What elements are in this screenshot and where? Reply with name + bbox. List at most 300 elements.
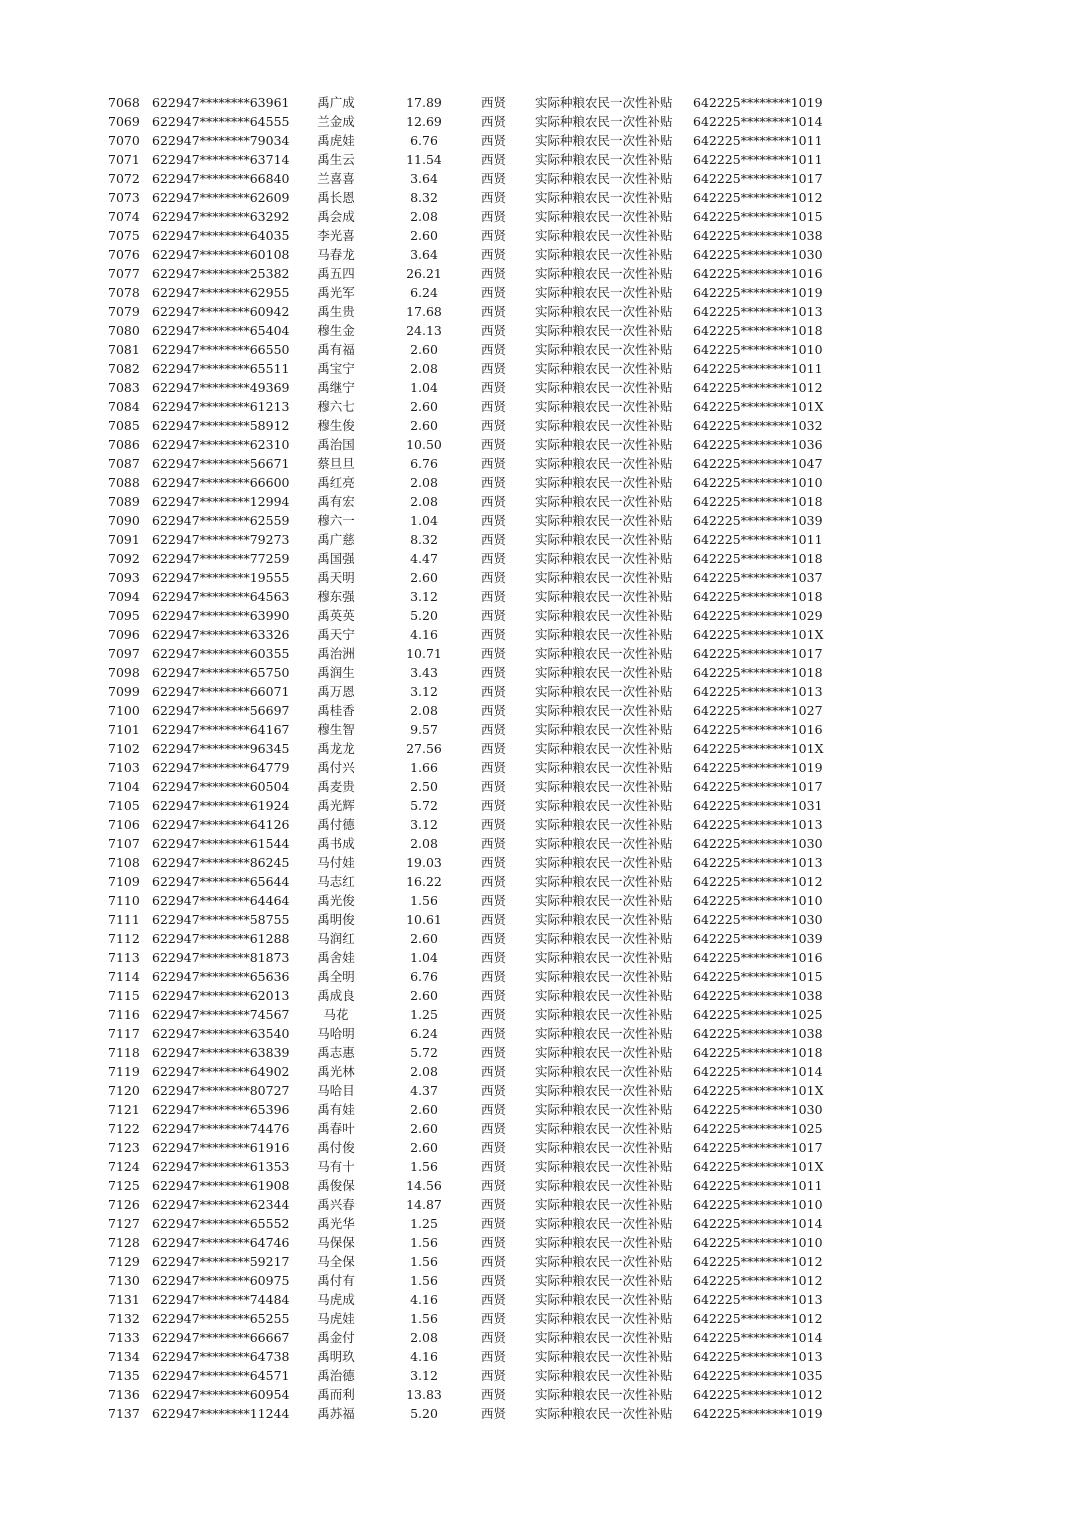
table-row	[0, 435, 1074, 454]
subsidy-item: 实际种粮农民一次性补贴	[535, 969, 673, 984]
township: 西贤	[481, 969, 507, 984]
farmer-name: 禹国强	[317, 551, 355, 566]
id-number: 642225********1039	[693, 931, 823, 946]
row-number: 7082	[108, 361, 140, 376]
farmer-name: 禹明俊	[317, 912, 355, 927]
township: 西贤	[481, 836, 507, 851]
subsidy-item: 实际种粮农民一次性补贴	[535, 798, 673, 813]
farmer-name: 马全保	[317, 1254, 355, 1269]
subsidy-item: 实际种粮农民一次性补贴	[535, 760, 673, 775]
table-row	[0, 131, 1074, 150]
id-number: 642225********1030	[693, 912, 823, 927]
row-number: 7099	[108, 684, 140, 699]
subsidy-item: 实际种粮农民一次性补贴	[535, 380, 673, 395]
id-number: 642225********1011	[693, 532, 823, 547]
bank-account: 622947********25382	[152, 266, 290, 281]
subsidy-amount: 5.20	[410, 608, 438, 623]
id-number: 642225********1038	[693, 228, 823, 243]
subsidy-amount: 5.72	[410, 1045, 438, 1060]
subsidy-item: 实际种粮农民一次性补贴	[535, 1216, 673, 1231]
bank-account: 622947********64779	[152, 760, 290, 775]
bank-account: 622947********19555	[152, 570, 290, 585]
township: 西贤	[481, 1178, 507, 1193]
subsidy-amount: 2.60	[410, 418, 438, 433]
farmer-name: 禹而利	[317, 1387, 355, 1402]
subsidy-item: 实际种粮农民一次性补贴	[535, 570, 673, 585]
table-row	[0, 416, 1074, 435]
bank-account: 622947********60355	[152, 646, 290, 661]
subsidy-item: 实际种粮农民一次性补贴	[535, 228, 673, 243]
farmer-name: 禹生云	[317, 152, 355, 167]
township: 西贤	[481, 133, 507, 148]
table-row	[0, 739, 1074, 758]
table-row	[0, 1081, 1074, 1100]
subsidy-item: 实际种粮农民一次性补贴	[535, 1007, 673, 1022]
bank-account: 622947********64571	[152, 1368, 290, 1383]
table-row	[0, 264, 1074, 283]
bank-account: 622947********60954	[152, 1387, 290, 1402]
subsidy-item: 实际种粮农民一次性补贴	[535, 1121, 673, 1136]
farmer-name: 马哈明	[317, 1026, 355, 1041]
subsidy-item: 实际种粮农民一次性补贴	[535, 931, 673, 946]
table-row	[0, 1176, 1074, 1195]
farmer-name: 穆六一	[317, 513, 355, 528]
township: 西贤	[481, 950, 507, 965]
farmer-name: 禹广慈	[317, 532, 355, 547]
farmer-name: 马虎成	[317, 1292, 355, 1307]
bank-account: 622947********11244	[152, 1406, 290, 1421]
township: 西贤	[481, 722, 507, 737]
farmer-name: 禹光林	[317, 1064, 355, 1079]
township: 西贤	[481, 1007, 507, 1022]
id-number: 642225********1013	[693, 855, 823, 870]
bank-account: 622947********66071	[152, 684, 290, 699]
subsidy-amount: 5.72	[410, 798, 438, 813]
subsidy-item: 实际种粮农民一次性补贴	[535, 741, 673, 756]
subsidy-item: 实际种粮农民一次性补贴	[535, 1102, 673, 1117]
row-number: 7131	[108, 1292, 140, 1307]
farmer-name: 兰金成	[317, 114, 355, 129]
township: 西贤	[481, 570, 507, 585]
township: 西贤	[481, 513, 507, 528]
bank-account: 622947********61916	[152, 1140, 290, 1155]
row-number: 7073	[108, 190, 140, 205]
subsidy-amount: 2.60	[410, 228, 438, 243]
township: 西贤	[481, 1197, 507, 1212]
id-number: 642225********1038	[693, 988, 823, 1003]
bank-account: 622947********74484	[152, 1292, 290, 1307]
id-number: 642225********1012	[693, 1311, 823, 1326]
bank-account: 622947********64555	[152, 114, 290, 129]
table-row	[0, 720, 1074, 739]
subsidy-amount: 2.60	[410, 342, 438, 357]
farmer-name: 马哈目	[317, 1083, 355, 1098]
subsidy-amount: 14.56	[406, 1178, 442, 1193]
farmer-name: 禹有宏	[317, 494, 355, 509]
subsidy-item: 实际种粮农民一次性补贴	[535, 133, 673, 148]
township: 西贤	[481, 760, 507, 775]
subsidy-amount: 3.12	[410, 684, 438, 699]
bank-account: 622947********64902	[152, 1064, 290, 1079]
subsidy-item: 实际种粮农民一次性补贴	[535, 1254, 673, 1269]
bank-account: 622947********62013	[152, 988, 290, 1003]
township: 西贤	[481, 323, 507, 338]
township: 西贤	[481, 798, 507, 813]
township: 西贤	[481, 171, 507, 186]
row-number: 7100	[108, 703, 140, 718]
farmer-name: 禹治国	[317, 437, 355, 452]
subsidy-item: 实际种粮农民一次性补贴	[535, 950, 673, 965]
table-row	[0, 910, 1074, 929]
subsidy-amount: 10.71	[406, 646, 442, 661]
subsidy-item: 实际种粮农民一次性补贴	[535, 323, 673, 338]
id-number: 642225********1037	[693, 570, 823, 585]
bank-account: 622947********61353	[152, 1159, 290, 1174]
subsidy-amount: 1.56	[410, 1235, 438, 1250]
bank-account: 622947********79273	[152, 532, 290, 547]
table-row	[0, 1328, 1074, 1347]
subsidy-amount: 8.32	[410, 532, 438, 547]
subsidy-amount: 4.16	[410, 627, 438, 642]
row-number: 7126	[108, 1197, 140, 1212]
township: 西贤	[481, 304, 507, 319]
bank-account: 622947********64563	[152, 589, 290, 604]
subsidy-amount: 10.50	[406, 437, 442, 452]
row-number: 7071	[108, 152, 140, 167]
id-number: 642225********1018	[693, 551, 823, 566]
subsidy-item: 实际种粮农民一次性补贴	[535, 874, 673, 889]
township: 西贤	[481, 874, 507, 889]
id-number: 642225********1010	[693, 893, 823, 908]
id-number: 642225********1013	[693, 1292, 823, 1307]
farmer-name: 马有十	[317, 1159, 355, 1174]
farmer-name: 禹付德	[317, 817, 355, 832]
bank-account: 622947********65552	[152, 1216, 290, 1231]
bank-account: 622947********60108	[152, 247, 290, 262]
subsidy-amount: 2.08	[410, 1330, 438, 1345]
subsidy-amount: 2.08	[410, 361, 438, 376]
id-number: 642225********1018	[693, 494, 823, 509]
farmer-name: 禹润生	[317, 665, 355, 680]
bank-account: 622947********49369	[152, 380, 290, 395]
subsidy-amount: 2.60	[410, 570, 438, 585]
subsidy-amount: 2.60	[410, 931, 438, 946]
table-row	[0, 112, 1074, 131]
subsidy-item: 实际种粮农民一次性补贴	[535, 1311, 673, 1326]
table-row	[0, 1233, 1074, 1252]
township: 西贤	[481, 893, 507, 908]
subsidy-item: 实际种粮农民一次性补贴	[535, 190, 673, 205]
table-row	[0, 967, 1074, 986]
township: 西贤	[481, 1159, 507, 1174]
row-number: 7117	[108, 1026, 140, 1041]
farmer-name: 禹会成	[317, 209, 355, 224]
subsidy-amount: 27.56	[406, 741, 442, 756]
farmer-name: 禹春叶	[317, 1121, 355, 1136]
subsidy-amount: 6.76	[410, 456, 438, 471]
farmer-name: 李光喜	[317, 228, 355, 243]
subsidy-amount: 2.60	[410, 1140, 438, 1155]
table-row	[0, 625, 1074, 644]
farmer-name: 禹金付	[317, 1330, 355, 1345]
subsidy-item: 实际种粮农民一次性补贴	[535, 399, 673, 414]
row-number: 7069	[108, 114, 140, 129]
bank-account: 622947********63326	[152, 627, 290, 642]
bank-account: 622947********56697	[152, 703, 290, 718]
id-number: 642225********101X	[693, 1159, 824, 1174]
township: 西贤	[481, 1330, 507, 1345]
row-number: 7116	[108, 1007, 140, 1022]
id-number: 642225********1013	[693, 817, 823, 832]
row-number: 7072	[108, 171, 140, 186]
subsidy-item: 实际种粮农民一次性补贴	[535, 209, 673, 224]
farmer-name: 禹光俊	[317, 893, 355, 908]
township: 西贤	[481, 285, 507, 300]
table-row	[0, 321, 1074, 340]
bank-account: 622947********63540	[152, 1026, 290, 1041]
row-number: 7113	[108, 950, 140, 965]
table-row	[0, 1385, 1074, 1404]
subsidy-amount: 24.13	[406, 323, 442, 338]
id-number: 642225********1014	[693, 1064, 823, 1079]
row-number: 7091	[108, 532, 140, 547]
subsidy-amount: 2.60	[410, 1102, 438, 1117]
id-number: 642225********1035	[693, 1368, 823, 1383]
id-number: 642225********1018	[693, 665, 823, 680]
row-number: 7083	[108, 380, 140, 395]
bank-account: 622947********74476	[152, 1121, 290, 1136]
subsidy-amount: 1.04	[410, 380, 438, 395]
subsidy-amount: 1.56	[410, 1273, 438, 1288]
farmer-name: 禹天宁	[317, 627, 355, 642]
row-number: 7106	[108, 817, 140, 832]
subsidy-amount: 4.16	[410, 1292, 438, 1307]
farmer-name: 禹光华	[317, 1216, 355, 1231]
farmer-name: 禹红亮	[317, 475, 355, 490]
table-row	[0, 1309, 1074, 1328]
subsidy-item: 实际种粮农民一次性补贴	[535, 912, 673, 927]
row-number: 7090	[108, 513, 140, 528]
bank-account: 622947********66840	[152, 171, 290, 186]
subsidy-item: 实际种粮农民一次性补贴	[535, 1349, 673, 1364]
bank-account: 622947********65511	[152, 361, 290, 376]
township: 西贤	[481, 1045, 507, 1060]
subsidy-item: 实际种粮农民一次性补贴	[535, 1026, 673, 1041]
row-number: 7074	[108, 209, 140, 224]
subsidy-item: 实际种粮农民一次性补贴	[535, 266, 673, 281]
subsidy-item: 实际种粮农民一次性补贴	[535, 247, 673, 262]
table-row	[0, 1347, 1074, 1366]
table-row	[0, 169, 1074, 188]
id-number: 642225********1013	[693, 304, 823, 319]
row-number: 7088	[108, 475, 140, 490]
id-number: 642225********1011	[693, 1178, 823, 1193]
row-number: 7115	[108, 988, 140, 1003]
subsidy-amount: 4.47	[410, 551, 438, 566]
bank-account: 622947********61908	[152, 1178, 290, 1193]
subsidy-amount: 2.60	[410, 1121, 438, 1136]
id-number: 642225********1019	[693, 95, 823, 110]
table-row	[0, 1119, 1074, 1138]
subsidy-amount: 2.50	[410, 779, 438, 794]
township: 西贤	[481, 589, 507, 604]
table-row	[0, 929, 1074, 948]
farmer-name: 兰喜喜	[317, 171, 355, 186]
subsidy-item: 实际种粮农民一次性补贴	[535, 836, 673, 851]
subsidy-amount: 3.12	[410, 1368, 438, 1383]
farmer-name: 马保保	[317, 1235, 355, 1250]
subsidy-amount: 6.24	[410, 285, 438, 300]
row-number: 7121	[108, 1102, 140, 1117]
row-number: 7109	[108, 874, 140, 889]
id-number: 642225********1032	[693, 418, 823, 433]
id-number: 642225********1015	[693, 969, 823, 984]
table-row	[0, 1062, 1074, 1081]
row-number: 7093	[108, 570, 140, 585]
farmer-name: 禹俊保	[317, 1178, 355, 1193]
row-number: 7101	[108, 722, 140, 737]
id-number: 642225********1013	[693, 1349, 823, 1364]
bank-account: 622947********61544	[152, 836, 290, 851]
bank-account: 622947********62955	[152, 285, 290, 300]
table-row	[0, 796, 1074, 815]
bank-account: 622947********64126	[152, 817, 290, 832]
subsidy-item: 实际种粮农民一次性补贴	[535, 95, 673, 110]
row-number: 7107	[108, 836, 140, 851]
bank-account: 622947********74567	[152, 1007, 290, 1022]
table-row	[0, 568, 1074, 587]
subsidy-item: 实际种粮农民一次性补贴	[535, 703, 673, 718]
id-number: 642225********1025	[693, 1007, 823, 1022]
subsidy-item: 实际种粮农民一次性补贴	[535, 456, 673, 471]
township: 西贤	[481, 1292, 507, 1307]
farmer-name: 禹广成	[317, 95, 355, 110]
table-row	[0, 606, 1074, 625]
id-number: 642225********1018	[693, 1045, 823, 1060]
township: 西贤	[481, 1140, 507, 1155]
bank-account: 622947********63714	[152, 152, 290, 167]
row-number: 7098	[108, 665, 140, 680]
farmer-name: 禹成良	[317, 988, 355, 1003]
id-number: 642225********1030	[693, 1102, 823, 1117]
farmer-name: 穆生俊	[317, 418, 355, 433]
township: 西贤	[481, 1026, 507, 1041]
township: 西贤	[481, 475, 507, 490]
bank-account: 622947********64464	[152, 893, 290, 908]
bank-account: 622947********80727	[152, 1083, 290, 1098]
subsidy-item: 实际种粮农民一次性补贴	[535, 1368, 673, 1383]
township: 西贤	[481, 152, 507, 167]
table-row	[0, 1157, 1074, 1176]
subsidy-item: 实际种粮农民一次性补贴	[535, 893, 673, 908]
id-number: 642225********1039	[693, 513, 823, 528]
table-row	[0, 283, 1074, 302]
farmer-name: 禹治德	[317, 1368, 355, 1383]
id-number: 642225********1014	[693, 1216, 823, 1231]
township: 西贤	[481, 1406, 507, 1421]
subsidy-amount: 5.20	[410, 1406, 438, 1421]
row-number: 7102	[108, 741, 140, 756]
row-number: 7127	[108, 1216, 140, 1231]
farmer-name: 禹光辉	[317, 798, 355, 813]
subsidy-item: 实际种粮农民一次性补贴	[535, 171, 673, 186]
bank-account: 622947********61924	[152, 798, 290, 813]
bank-account: 622947********62344	[152, 1197, 290, 1212]
id-number: 642225********1010	[693, 475, 823, 490]
table-row	[0, 986, 1074, 1005]
farmer-name: 禹有福	[317, 342, 355, 357]
township: 西贤	[481, 532, 507, 547]
table-row	[0, 701, 1074, 720]
table-row	[0, 150, 1074, 169]
id-number: 642225********1016	[693, 266, 823, 281]
id-number: 642225********1038	[693, 1026, 823, 1041]
id-number: 642225********1012	[693, 1387, 823, 1402]
farmer-name: 禹付俊	[317, 1140, 355, 1155]
township: 西贤	[481, 361, 507, 376]
township: 西贤	[481, 665, 507, 680]
table-row	[0, 1252, 1074, 1271]
township: 西贤	[481, 228, 507, 243]
bank-account: 622947********86245	[152, 855, 290, 870]
township: 西贤	[481, 418, 507, 433]
table-row	[0, 834, 1074, 853]
farmer-name: 禹生贵	[317, 304, 355, 319]
id-number: 642225********1012	[693, 1254, 823, 1269]
bank-account: 622947********61213	[152, 399, 290, 414]
row-number: 7129	[108, 1254, 140, 1269]
subsidy-item: 实际种粮农民一次性补贴	[535, 1292, 673, 1307]
id-number: 642225********1018	[693, 589, 823, 604]
row-number: 7084	[108, 399, 140, 414]
id-number: 642225********1014	[693, 114, 823, 129]
table-row	[0, 378, 1074, 397]
township: 西贤	[481, 209, 507, 224]
bank-account: 622947********64035	[152, 228, 290, 243]
subsidy-item: 实际种粮农民一次性补贴	[535, 494, 673, 509]
bank-account: 622947********96345	[152, 741, 290, 756]
row-number: 7092	[108, 551, 140, 566]
subsidy-item: 实际种粮农民一次性补贴	[535, 1140, 673, 1155]
id-number: 642225********1029	[693, 608, 823, 623]
bank-account: 622947********63292	[152, 209, 290, 224]
id-number: 642225********1019	[693, 285, 823, 300]
id-number: 642225********1047	[693, 456, 823, 471]
subsidy-amount: 9.57	[410, 722, 438, 737]
township: 西贤	[481, 95, 507, 110]
subsidy-item: 实际种粮农民一次性补贴	[535, 437, 673, 452]
subsidy-amount: 6.24	[410, 1026, 438, 1041]
farmer-name: 禹全明	[317, 969, 355, 984]
row-number: 7110	[108, 893, 140, 908]
subsidy-amount: 1.04	[410, 513, 438, 528]
subsidy-amount: 4.16	[410, 1349, 438, 1364]
bank-account: 622947********63839	[152, 1045, 290, 1060]
subsidy-item: 实际种粮农民一次性补贴	[535, 1273, 673, 1288]
subsidy-item: 实际种粮农民一次性补贴	[535, 1045, 673, 1060]
row-number: 7123	[108, 1140, 140, 1155]
bank-account: 622947********65404	[152, 323, 290, 338]
table-row	[0, 207, 1074, 226]
subsidy-amount: 17.89	[406, 95, 442, 110]
farmer-name: 禹桂香	[317, 703, 355, 718]
subsidy-item: 实际种粮农民一次性补贴	[535, 988, 673, 1003]
township: 西贤	[481, 1235, 507, 1250]
row-number: 7132	[108, 1311, 140, 1326]
subsidy-amount: 8.32	[410, 190, 438, 205]
township: 西贤	[481, 817, 507, 832]
row-number: 7089	[108, 494, 140, 509]
